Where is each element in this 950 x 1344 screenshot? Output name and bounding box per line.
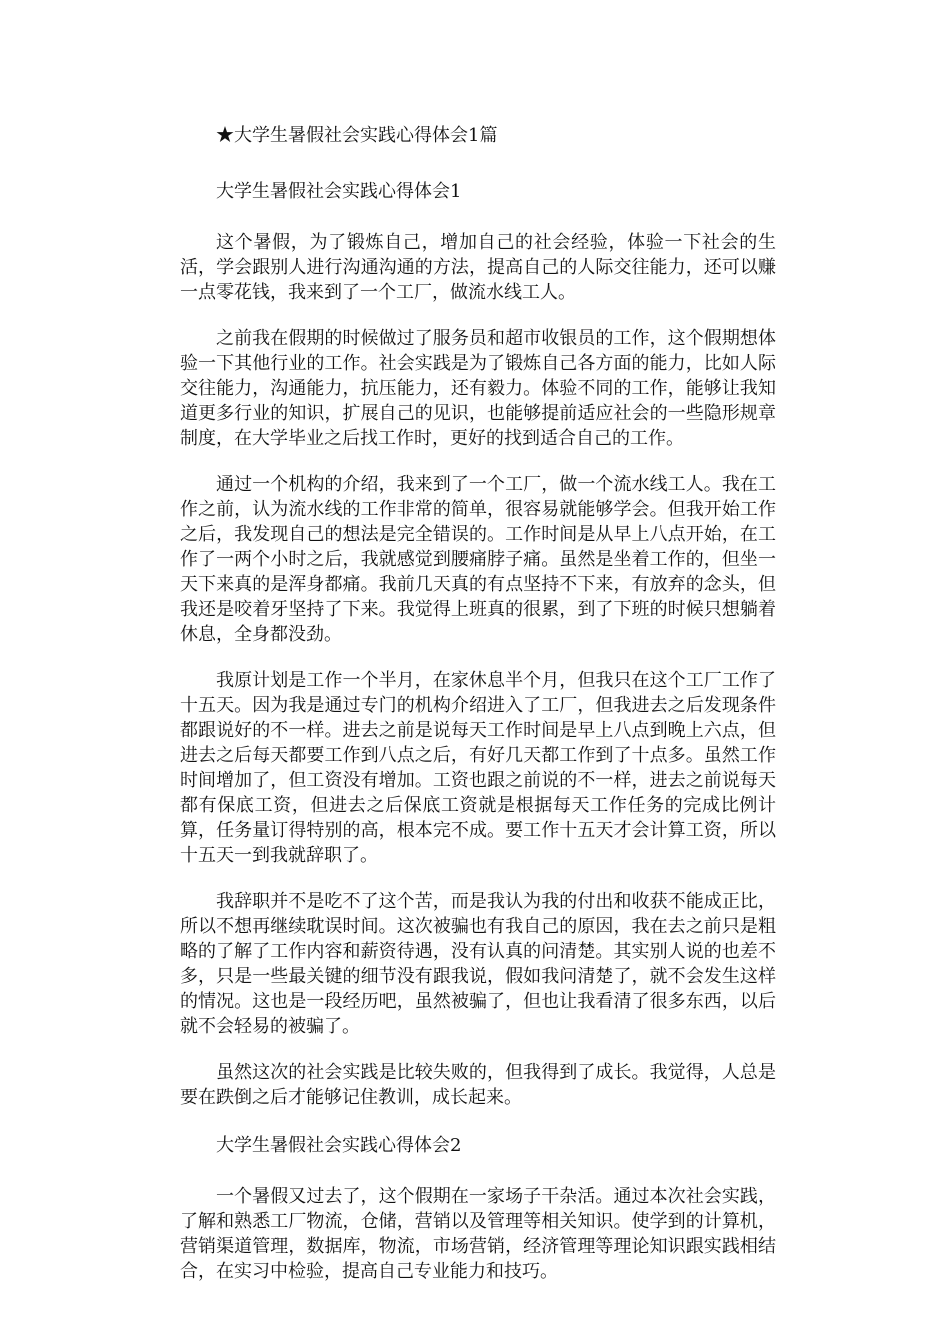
section-heading-2: 大学生暑假社会实践心得体会2: [216, 1135, 462, 1156]
section-heading-1: 大学生暑假社会实践心得体会1: [216, 181, 462, 202]
paragraph-2: 之前我在假期的时候做过了服务员和超市收银员的工作，这个假期想体验一下其他行业的工作。社会实践是为了锻炼自己各方面的能力，比如人际交往能力，沟通能力，抗压能力，还有毅力。体验不同的工作，能够让我知道更多行业的知识，扩展自己的见识，也能够提前适应社会的一些隐形规章制度，在大学毕业之后找工作时，更好的找到适合自己的工作。: [180, 328, 776, 449]
paragraph-6: 虽然这次的社会实践是比较失败的，但我得到了成长。我觉得，人总是要在跌倒之后才能够记住教训，成长起来。: [180, 1062, 776, 1108]
paragraph-4: 我原计划是工作一个半月，在家休息半个月，但我只在这个工厂工作了十五天。因为我是通过专门的机构介绍进入了工厂，但我进去之后发现条件都跟说好的不一样。进去之前是说每天工作时间是早上八点到晚上六点，但进去之后每天都要工作到八点之后，有好几天都工作到了十点多。虽然工作时间增加了，但工资没有增加。工资也跟之前说的不一样，进去之前说每天都有保底工资，但进去之后保底工资就是根据每天工作任务的完成比例计算，任务量订得特别的高，根本完不成。要工作十五天才会计算工资，所以十五天一到我就辞职了。: [180, 670, 776, 866]
paragraph-5: 我辞职并不是吃不了这个苦，而是我认为我的付出和收获不能成正比，所以不想再继续耽误时间。这次被骗也有我自己的原因，我在去之前只是粗略的了解了工作内容和薪资待遇，没有认真的问清楚。其实别人说的也差不多，只是一些最关键的细节没有跟我说，假如我问清楚了，就不会发生这样的情况。这也是一段经历吧，虽然被骗了，但也让我看清了很多东西，以后就不会轻易的被骗了。: [180, 891, 776, 1037]
paragraph-1: 这个暑假，为了锻炼自己，增加自己的社会经验，体验一下社会的生活，学会跟别人进行沟通沟通的方法，提高自己的人际交往能力，还可以赚一点零花钱，我来到了一个工厂，做流水线工人。: [180, 232, 776, 303]
paragraph-7: 一个暑假又过去了，这个假期在一家场子干杂活。通过本次社会实践，了解和熟悉工厂物流，仓储，营销以及管理等相关知识。使学到的计算机，营销渠道管理，数据库，物流，市场营销，经济管理等理论知识跟实践相结合，在实习中检验，提高自己专业能力和技巧。: [180, 1186, 776, 1282]
document-body: [180, 118, 776, 1305]
document-title: ★大学生暑假社会实践心得体会1篇: [216, 125, 498, 146]
paragraph-3: 通过一个机构的介绍，我来到了一个工厂，做一个流水线工人。我在工作之前，认为流水线的工作非常的简单，很容易就能够学会。但我开始工作之后，我发现自己的想法是完全错误的。工作时间是从早上八点开始，在工作了一两个小时之后，我就感觉到腰痛脖子痛。虽然是坐着工作的，但坐一天下来真的是浑身都痛。我前几天真的有点坚持不下来，有放弃的念头，但我还是咬着牙坚持了下来。我觉得上班真的很累，到了下班的时候只想躺着休息，全身都没劲。: [180, 474, 776, 645]
